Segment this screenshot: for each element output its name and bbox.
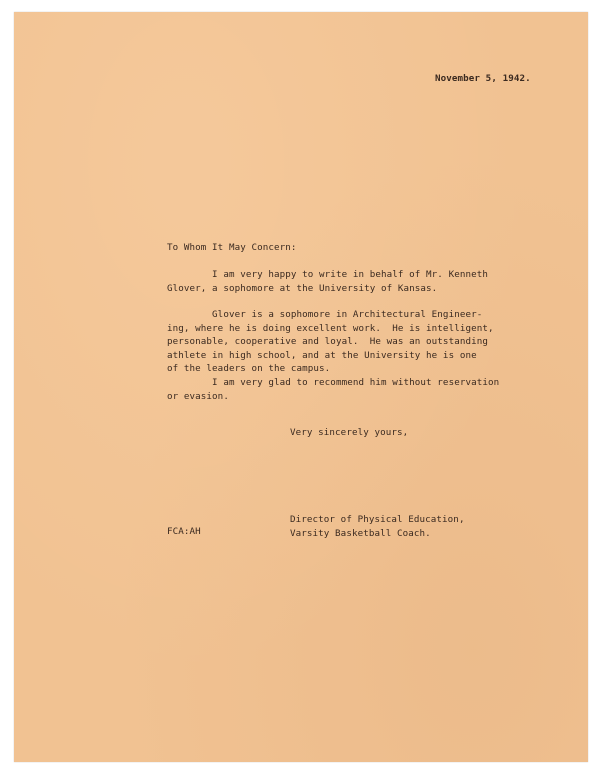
body-paragraph-2: Glover is a sophomore in Architectural Engineer- ing, where he is doing excellent work. He is intelligent, personable, cooperative and loyal. He was an outstanding athlete in high school, and at the University he is one of the leaders on the campus. (167, 309, 494, 374)
letter-page (14, 12, 588, 762)
complimentary-closing: Very sincerely yours, (290, 427, 409, 438)
reference-initials: FCA:AH (167, 526, 201, 537)
letter-date: November 5, 1942. (435, 73, 531, 84)
body-paragraph-1: I am very happy to write in behalf of Mr. Kenneth Glover, a sophomore at the University of Kansas. (167, 269, 488, 294)
salutation: To Whom It May Concern: (167, 242, 297, 253)
signature-block: Director of Physical Education, Varsity Basketball Coach. (290, 514, 465, 539)
body-paragraph-3: I am very glad to recommend him without reservation or evasion. (167, 377, 500, 402)
